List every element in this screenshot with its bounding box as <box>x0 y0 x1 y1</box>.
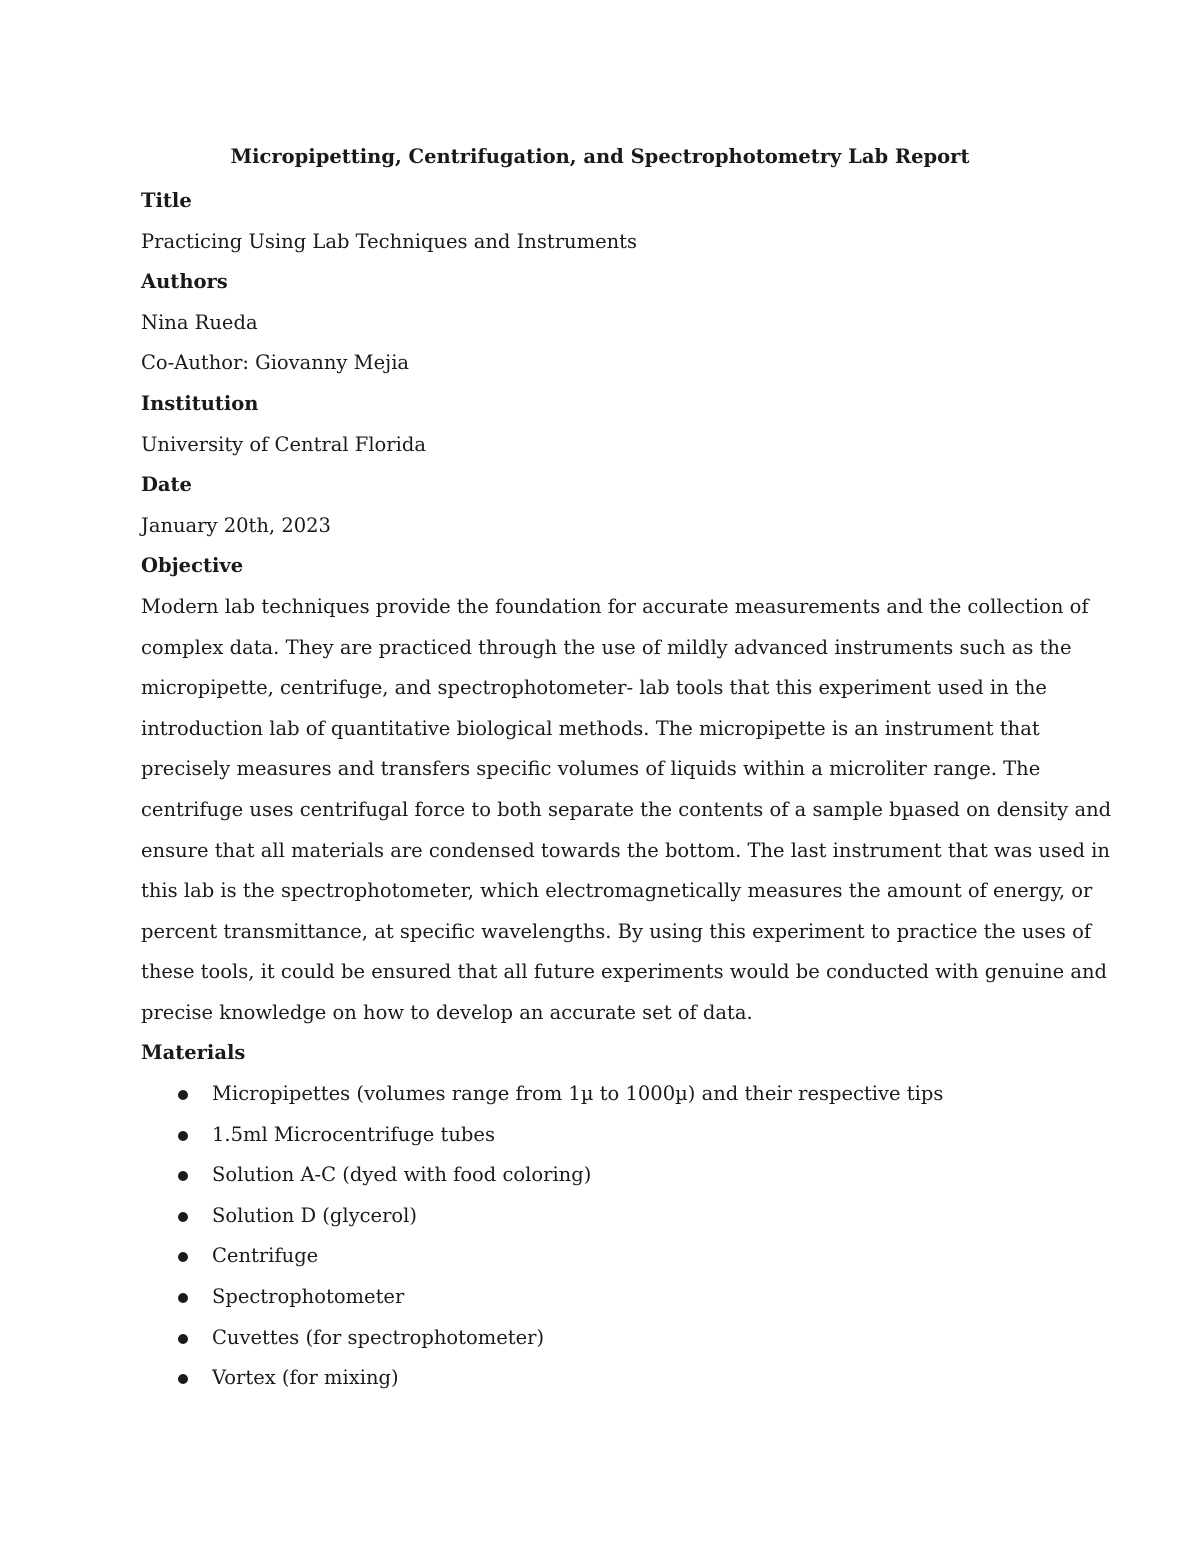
material-label: Centrifuge <box>212 1244 319 1268</box>
materials-list-item <box>141 1074 1071 1115</box>
title-value: Practicing Using Lab Techniques and Instruments <box>141 229 638 253</box>
material-label: Solution A-C (dyed with food coloring) <box>212 1163 592 1187</box>
date-heading: Date <box>141 473 192 497</box>
document-body <box>141 181 1112 1399</box>
materials-list-item <box>141 1277 1071 1318</box>
material-label: Spectrophotometer <box>212 1285 405 1309</box>
institution-value: University of Central Florida <box>141 432 426 456</box>
bullet-icon <box>178 1171 188 1181</box>
objective-line: this lab is the spectrophotometer, which electromagnetically measures the amount of energy, or <box>141 879 1093 903</box>
objective-line: introduction lab of quantitative biological methods. The micropipette is an instrument that <box>141 716 1040 740</box>
objective-line: precisely measures and transfers specific volumes of liquids within a microliter range. The <box>141 757 1041 781</box>
objective-line: percent transmittance, at specific wavelengths. By using this experiment to practice the uses of <box>141 919 1092 943</box>
bullet-icon <box>178 1293 188 1303</box>
material-label: Vortex (for mixing) <box>212 1366 399 1390</box>
materials-list-item <box>141 1358 1071 1399</box>
bullet-icon <box>178 1212 188 1222</box>
bullet-icon <box>178 1252 188 1262</box>
date-value: January 20th, 2023 <box>141 513 331 537</box>
objective-line: these tools, it could be ensured that all future experiments would be conducted with genuine and <box>141 960 1108 984</box>
materials-list-item <box>141 1155 1071 1196</box>
objective-line: precise knowledge on how to develop an accurate set of data. <box>141 1000 753 1024</box>
objective-heading: Objective <box>141 554 244 578</box>
materials-heading: Materials <box>141 1041 246 1065</box>
objective-line: micropipette, centrifuge, and spectrophotometer- lab tools that this experiment used in the <box>141 676 1047 700</box>
document-title: Micropipetting, Centrifugation, and Spectrophotometry Lab Report <box>230 145 970 168</box>
material-label: 1.5ml Microcentrifuge tubes <box>212 1122 495 1146</box>
objective-line: centrifuge uses centrifugal force to both separate the contents of a sample bµased on density and <box>141 797 1112 821</box>
bullet-icon <box>178 1131 188 1141</box>
materials-list-item <box>141 1196 1071 1237</box>
material-label: Solution D (glycerol) <box>212 1203 418 1227</box>
objective-paragraph <box>141 587 1112 1034</box>
objective-line: ensure that all materials are condensed towards the bottom. The last instrument that was used in <box>141 838 1110 862</box>
materials-list-item <box>141 1115 1071 1156</box>
objective-line: Modern lab techniques provide the foundation for accurate measurements and the collection of <box>141 594 1089 618</box>
materials-list <box>141 1074 1071 1399</box>
materials-list-item <box>141 1236 1071 1277</box>
author-name: Nina Rueda <box>141 310 258 334</box>
objective-line: complex data. They are practiced through the use of mildly advanced instruments such as the <box>141 635 1072 659</box>
institution-heading: Institution <box>141 391 259 415</box>
title-heading: Title <box>141 189 192 212</box>
bullet-icon <box>178 1334 188 1344</box>
bullet-icon <box>178 1090 188 1100</box>
material-label: Cuvettes (for spectrophotometer) <box>212 1325 545 1349</box>
material-label: Micropipettes (volumes range from 1µ to 1000µ) and their respective tips <box>212 1082 944 1106</box>
authors-heading: Authors <box>141 270 228 294</box>
co-author-name: Co-Author: Giovanny Mejia <box>141 351 410 375</box>
materials-list-item <box>141 1318 1071 1359</box>
bullet-icon <box>178 1374 188 1384</box>
